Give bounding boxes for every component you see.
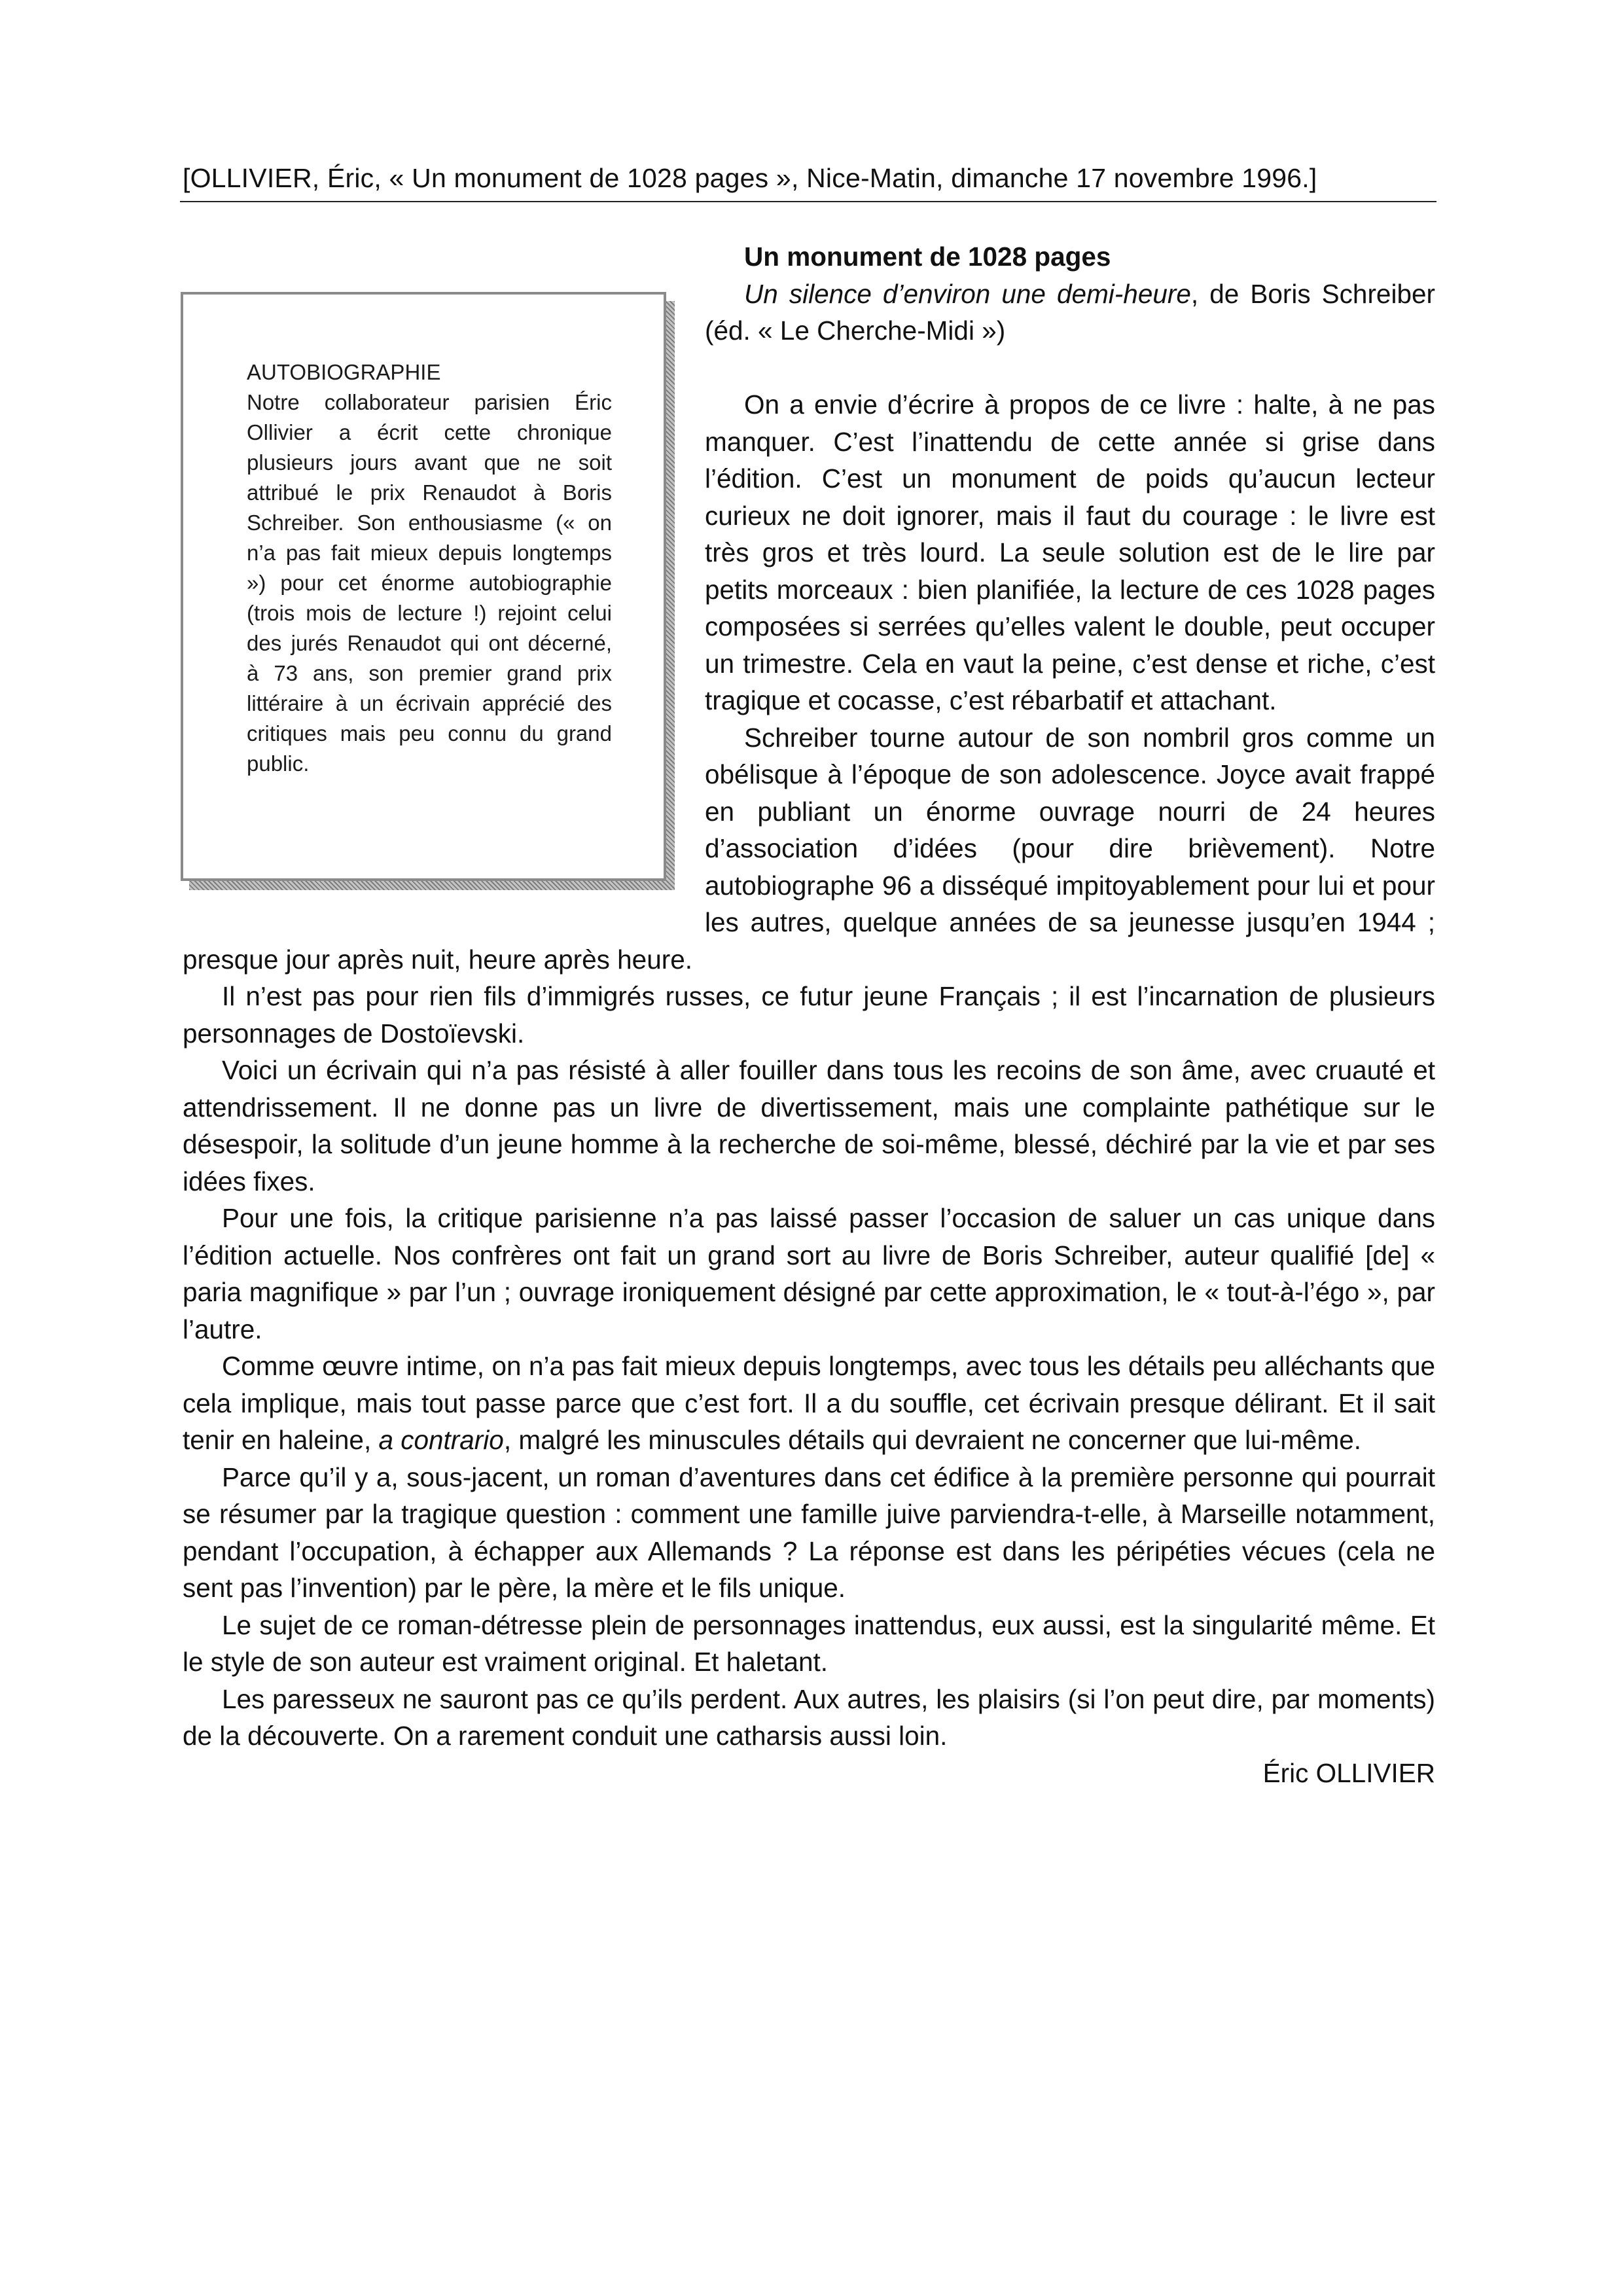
sidebar-kicker: AUTOBIOGRAPHIE — [247, 360, 441, 384]
author-signature: Éric OLLIVIER — [1262, 1757, 1435, 1788]
header-rule — [180, 201, 1436, 202]
paragraph-6 — [183, 1348, 1435, 1459]
paragraph-2: Schreiber tourne autour de son nombril gros comme un obélisque à l’époque de son adolescence. Joyce avait frappé en publiant un énorme ouvrage nourri de 24 heures d’association d’idées (pour dire brièvement). Notre autobiographe 96 a disséqué impitoyablement pour lui et pour les autres, quelque années de sa jeunesse jusqu’en 1944 ; presque jour après nuit, heure après heure. — [183, 722, 1435, 975]
paragraph-7: Parce qu’il y a, sous-jacent, un roman d’aventures dans cet édifice à la première personne qui pourrait se résumer par la tragique question : comment une famille juive parviendra-t-elle, à Marseille notamment, pendant l’occupation, à échapper aux Allemands ? La réponse est dans les péripéties vécues (cela ne sent pas l’invention) par le père, la mère et le fils unique. — [183, 1462, 1435, 1603]
sidebar-body: Notre collaborateur parisien Éric Ollivier a écrit cette chronique plusieurs jours avant que ne soit attribué le prix Renaudot à Boris Schreiber. Son enthousiasme (« on n’a pas fait mieux depuis longtemps ») pour cet énorme autobiographie (trois mois de lecture !) rejoint celui des jurés Renaudot qui ont décerné, à 73 ans, son premier grand prix littéraire à un écrivain apprécié des critiques mais peu connu du grand public. — [247, 390, 612, 776]
paragraph-6-end: , malgré les minuscules détails qui devraient ne concerner que lui-même. — [503, 1425, 1361, 1455]
article-title: Un monument de 1028 pages — [744, 242, 1111, 272]
book-title: Un silence d’environ une demi-heure — [744, 278, 1191, 309]
paragraph-6-start: Comme œuvre intime, on n’a pas fait mieux depuis longtemps, avec tous les détails peu alléchants que cela implique, mais tout passe parce que c’est fort. Il a du souffle, cet écrivain presque délirant. Et il sait tenir en haleine, — [183, 1351, 1435, 1455]
paragraph-6-italic: a contrario — [378, 1425, 504, 1455]
paragraph-3: Il n’est pas pour rien fils d’immigrés russes, ce futur jeune Français ; il est l’incarnation de plusieurs personnages de Dostoïevski. — [183, 981, 1435, 1049]
sidebar-spacer — [183, 238, 705, 929]
paragraph-4: Voici un écrivain qui n’a pas résisté à aller fouiller dans tous les recoins de son âme, avec cruauté et attendrissement. Il ne donne pas un livre de divertissement, mais une complainte pathétique sur le désespoir, la solitude d’un jeune homme à la recherche de soi-même, blessé, déchiré par la vie et par ses idées fixes. — [183, 1055, 1435, 1196]
book-info: , de Boris Schreiber (éd. « Le Cherche-Midi ») — [705, 278, 1435, 346]
paragraph-1: On a envie d’écrire à propos de ce livre : halte, à ne pas manquer. C’est l’inattendu de cette année si grise dans l’édition. C’est un monument de poids qu’aucun lecteur curieux ne doit ignorer, mais il faut du courage : le livre est très gros et très lourd. La seule solution est de le lire par petits morceaux : bien planifiée, la lecture de ces 1028 pages composées si serrées qu’elles valent le double, peut occuper un trimestre. Cela en vaut la peine, c’est dense et riche, c’est tragique et cocasse, c’est rébarbatif et attachant. — [705, 389, 1435, 715]
citation-header: [OLLIVIER, Éric, « Un monument de 1028 pages », Nice-Matin, dimanche 17 novembre 1996.] — [183, 163, 1317, 193]
paragraph-5: Pour une fois, la critique parisienne n’a pas laissé passer l’occasion de saluer un cas unique dans l’édition actuelle. Nos confrères ont fait un grand sort au livre de Boris Schreiber, auteur qualifié [de] « paria magnifique » par l’un ; ouvrage ironiquement désigné par cette approximation, le « tout-à-l’égo », par l’autre. — [183, 1203, 1435, 1344]
article-body — [183, 238, 1435, 1791]
paragraph-9: Les paresseux ne sauront pas ce qu’ils perdent. Aux autres, les plaisirs (si l’on peut dire, par moments) de la découverte. On a rarement conduit une catharsis aussi loin. — [183, 1683, 1435, 1751]
paragraph-8: Le sujet de ce roman-détresse plein de personnages inattendus, eux aussi, est la singularité même. Et le style de son auteur est vraiment original. Et haletant. — [183, 1609, 1435, 1677]
